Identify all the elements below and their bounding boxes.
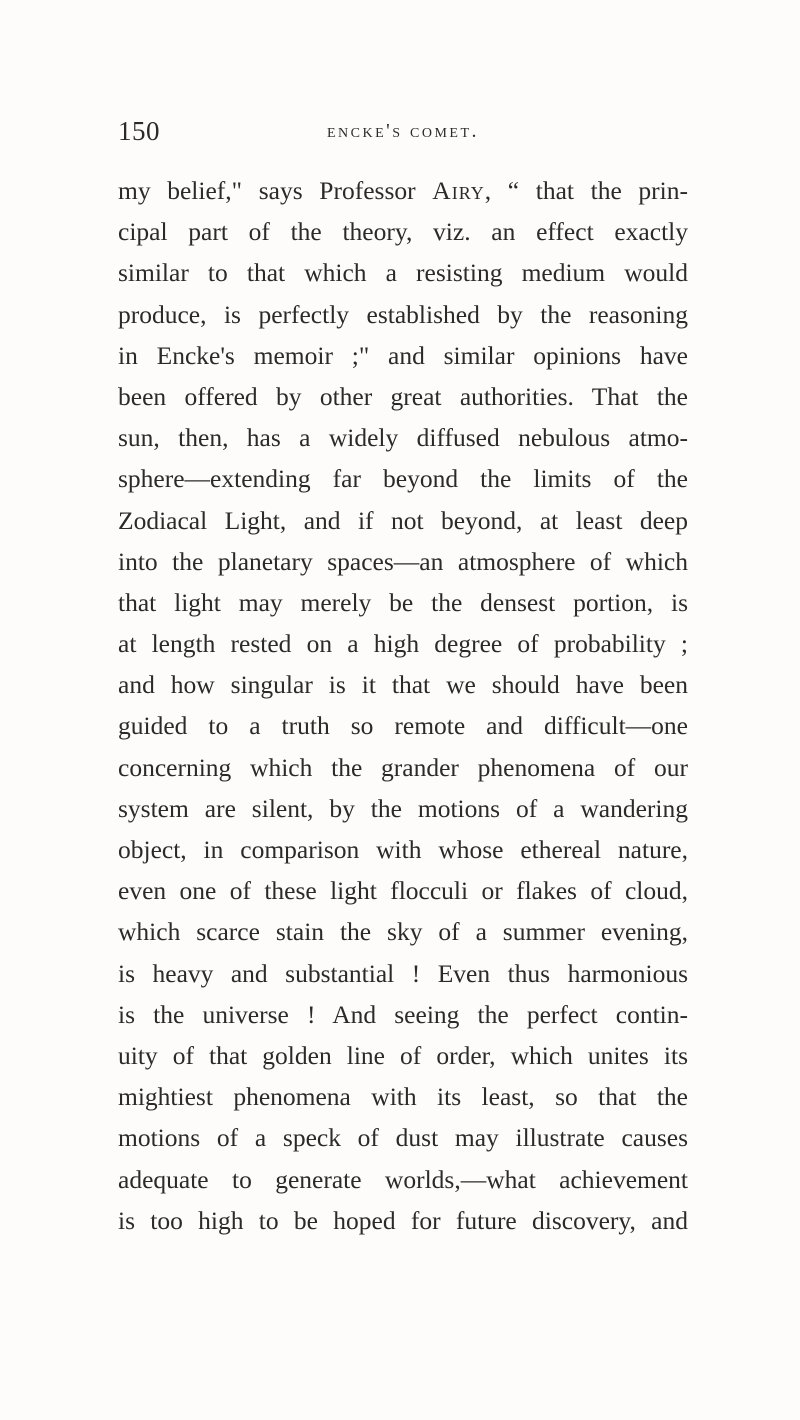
text-line: motions of a speck of dust may illustrate causes (118, 1123, 688, 1153)
page-header (118, 116, 688, 156)
text-line: sun, then, has a widely diffused nebulous atmo- (118, 423, 688, 453)
running-title: encke's comet. (326, 120, 480, 142)
text-line: is too high to be hoped for future discovery, and (118, 1205, 688, 1235)
text-line: Zodiacal Light, and if not beyond, at least deep (118, 505, 688, 535)
text-line: object, in comparison with whose ethereal nature, (118, 835, 688, 864)
text-line: my belief," says Professor Airy, “ that the prin- (118, 176, 689, 205)
text-line: system are silent, by the motions of a wandering (118, 793, 688, 823)
text-line: is the universe ! And seeing the perfect contin- (118, 999, 688, 1029)
text-line: that light may merely be the densest portion, is (118, 587, 688, 617)
text-line: at length rested on a high degree of probability ; (118, 629, 688, 659)
text-line: guided to a truth so remote and difficult—one (118, 711, 688, 741)
text-line: sphere—extending far beyond the limits of the (118, 464, 688, 494)
text-line: into the planetary spaces—an atmosphere of which (118, 546, 688, 576)
page-number: 150 (118, 116, 160, 146)
text-line: and how singular is it that we should have been (118, 670, 688, 700)
text-line: is heavy and substantial ! Even thus harmonious (118, 958, 688, 988)
text-line: uity of that golden line of order, which unites its (118, 1040, 688, 1070)
text-line: been offered by other great authorities. That the (118, 381, 688, 411)
body-text (118, 170, 688, 1241)
text-line: mightiest phenomena with its least, so that the (118, 1082, 688, 1112)
text-line: similar to that which a resisting medium would (118, 258, 688, 288)
text-line: in Encke's memoir ;" and similar opinions have (118, 340, 688, 370)
author-name: Airy (432, 176, 485, 205)
text-line: which scarce stain the sky of a summer evening, (118, 917, 688, 947)
text-line: even one of these light flocculi or flakes of cloud, (118, 876, 688, 906)
text-line: produce, is perfectly established by the reasoning (118, 299, 688, 329)
text-line: concerning which the grander phenomena of our (118, 752, 688, 782)
text-line: adequate to generate worlds,—what achievement (118, 1164, 688, 1194)
text-line: cipal part of the theory, viz. an effect exactly (118, 217, 688, 247)
